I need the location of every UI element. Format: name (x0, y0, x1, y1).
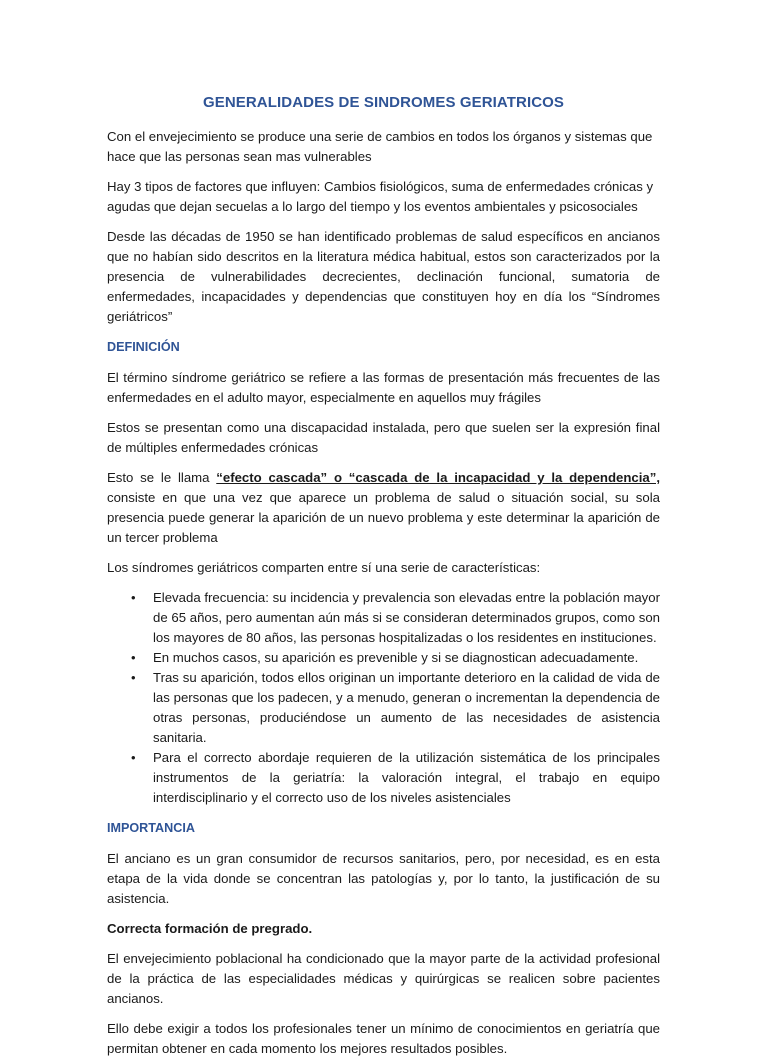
definicion-paragraph-4: Los síndromes geriátricos comparten entre sí una serie de características: (107, 560, 541, 575)
subheading-formacion: Correcta formación de pregrado. (107, 921, 313, 936)
importancia-paragraph-2: El envejecimiento poblacional ha condicionado que la mayor parte de la actividad profesional de la práctica de las especialidades médicas y quirúrgicas se realicen sobre pacientes ancianos. (107, 951, 660, 1006)
section-heading-importancia: IMPORTANCIA (107, 821, 195, 835)
cascada-rest-text: consiste en que una vez que aparece un problema de salud o situación social, su sola presencia puede generar la aparición de un nuevo problema y este determinar la aparición de un tercer problema (107, 490, 660, 545)
list-item-text: Tras su aparición, todos ellos originan un importante deterioro en la calidad de vida de las personas que los padecen, y a menudo, generan o incrementan la dependencia de otras personas, produciéndose un aumento de las necesidades de asistencia sanitaria. (153, 670, 660, 745)
document-title: GENERALIDADES DE SINDROMES GERIATRICOS (202, 94, 565, 111)
list-item-text: Elevada frecuencia: su incidencia y prevalencia son elevadas entre la población mayor de 65 años, pero aumentan aún más si se consideran determinados grupos, como son los mayores de 80 años, las personas hospitalizadas o los residentes en instituciones. (153, 590, 660, 645)
bullet-icon: • (131, 750, 136, 765)
definicion-paragraph-2: Estos se presentan como una discapacidad instalada, pero que suelen ser la expresión final de múltiples enfermedades crónicas (107, 420, 660, 455)
list-item (131, 588, 660, 648)
cascada-intro-text: Esto se le llama (107, 470, 217, 485)
definicion-paragraph-1: El término síndrome geriátrico se refiere a las formas de presentación más frecuentes de las enfermedades en el adulto mayor, especialmente en aquellos muy frágiles (107, 370, 660, 405)
list-item (131, 748, 660, 808)
bullet-icon: • (131, 590, 136, 605)
cascada-emphasis: “efecto cascada” o “cascada de la incapacidad y la dependencia”, (216, 470, 660, 485)
definicion-paragraph-3 (107, 468, 660, 548)
intro-paragraph-2: Hay 3 tipos de factores que influyen: Cambios fisiológicos, suma de enfermedades crónicas y agudas que dejan secuelas a lo largo del tiempo y los eventos ambientales y psicosociales (107, 179, 654, 214)
list-item (131, 668, 660, 748)
list-item-text: Para el correcto abordaje requieren de la utilización sistemática de los principales instrumentos de la geriatría: la valoración integral, el trabajo en equipo interdisciplinario y el correcto uso de los niveles asistenciales (153, 750, 660, 805)
bullet-icon: • (131, 650, 136, 665)
intro-paragraph-1: Con el envejecimiento se produce una serie de cambios en todos los órganos y sistemas que hace que las personas sean mas vulnerables (107, 129, 653, 164)
list-item-text: En muchos casos, su aparición es prevenible y si se diagnostican adecuadamente. (153, 650, 639, 665)
characteristics-list (107, 588, 660, 808)
importancia-paragraph-1: El anciano es un gran consumidor de recursos sanitarios, pero, por necesidad, es en esta etapa de la vida donde se concentran las patologías y, por lo tanto, la justificación de su asistencia. (107, 851, 660, 906)
bullet-icon: • (131, 670, 136, 685)
importancia-paragraph-3: Ello debe exigir a todos los profesionales tener un mínimo de conocimientos en geriatría que permitan obtener en cada momento los mejores resultados posibles. (107, 1021, 660, 1056)
list-item (131, 648, 660, 668)
section-heading-definicion: DEFINICIÓN (107, 340, 180, 354)
intro-paragraph-3: Desde las décadas de 1950 se han identificado problemas de salud específicos en ancianos que no habían sido descritos en la literatura médica habitual, estos son caracterizados por la presencia de vulnerabilidades decrecientes, declinación funcional, sumatoria de enfermedades, incapacidades y dependencias que constituyen hoy en día los “Síndromes geriátricos” (107, 229, 660, 324)
